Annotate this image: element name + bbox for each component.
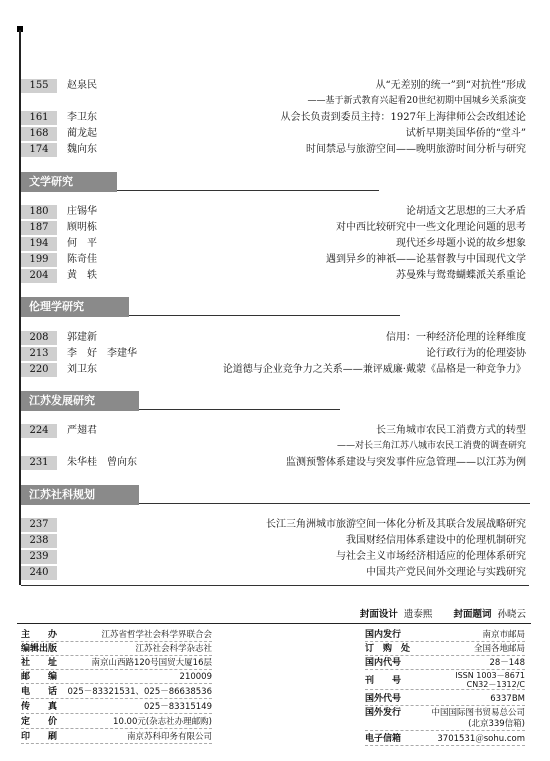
toc-entry[interactable] (21, 79, 526, 93)
section-heading-jiangsu-social-science-planning: 江苏社科规划 (21, 485, 139, 505)
author: 蔺龙起 (67, 128, 97, 139)
article-title: 中国共产党民间外交理论与实践研究 (366, 567, 526, 578)
toc-entry[interactable] (21, 566, 526, 580)
author: 刘卫东 (67, 364, 97, 375)
colophon-row (21, 643, 212, 656)
toc-entry[interactable] (21, 127, 526, 141)
colophon-row (21, 671, 212, 684)
article-title: 论道德与企业竞争力之关系——兼评威廉·戴蒙《品格是一种竞争力》 (222, 364, 526, 375)
article-title: 长江三角洲城市旅游空间一体化分析及其联合发展战略研究 (266, 519, 526, 530)
colophon-value: 江苏社会科学杂志社 (135, 644, 212, 654)
author: 顾明栋 (67, 222, 97, 233)
colophon-row (365, 693, 525, 706)
section-rule (117, 190, 379, 191)
toc-entry[interactable] (21, 534, 526, 548)
colophon-row (365, 707, 525, 731)
page-number: 220 (21, 363, 57, 377)
colophon-value: 全国各地邮局 (473, 644, 525, 654)
colophon-key: 邮 编 (21, 672, 58, 682)
colophon-key: 主 办 (21, 630, 58, 640)
colophon-key: 订 购 处 (365, 644, 411, 654)
colophon-key: 国外发行 (365, 708, 402, 718)
section-rule (139, 409, 340, 410)
author: 李 好 李建华 (67, 348, 137, 359)
toc-entry[interactable] (21, 518, 526, 532)
cover-design-label: 封面设计 (359, 609, 398, 620)
section-rule (129, 315, 400, 316)
colophon-value: 025－83321531、025－86638536 (67, 687, 212, 697)
colophon-value: 10.00元(杂志社办理邮购) (113, 717, 212, 727)
colophon-row (365, 672, 525, 690)
page-number: 194 (21, 237, 57, 251)
toc-entry[interactable] (21, 221, 526, 235)
article-title: 时间禁忌与旅游空间——晚明旅游时间分析与研究 (306, 144, 526, 155)
cover-title-value: 孙晓云 (497, 609, 526, 620)
colophon-key: 印 刷 (21, 732, 58, 742)
colophon-row (365, 643, 525, 656)
colophon-row (365, 733, 525, 746)
toc-entry[interactable] (21, 347, 526, 361)
colophon-rule (17, 623, 531, 624)
article-title: 长三角城市农民工消费方式的转型 (376, 425, 526, 436)
colophon-value: 3701531＠sohu.com (437, 734, 525, 744)
author: 李卫东 (67, 112, 97, 123)
colophon-row (365, 657, 525, 670)
author: 郭建新 (67, 332, 97, 343)
article-title: 论行政行为的伦理姿协 (426, 348, 526, 359)
page-number: 239 (21, 550, 57, 564)
page-number: 174 (21, 143, 57, 157)
toc-entry[interactable] (21, 205, 526, 219)
article-subtitle: ——基于新式教育兴起看20世纪初期中国城乡关系演变 (307, 96, 526, 106)
article-title: 监测预警体系建设与突发事件应急管理——以江苏为例 (286, 457, 526, 468)
toc-entry[interactable] (21, 363, 526, 377)
section-heading-jiangsu-development: 江苏发展研究 (21, 391, 139, 411)
author: 黄 轶 (67, 270, 97, 281)
section-rule (139, 503, 530, 504)
page-number: 199 (21, 253, 57, 267)
colophon-key: 电子信箱 (365, 734, 402, 744)
cover-title-label: 封面题词 (453, 609, 492, 620)
article-title: 与社会主义市场经济相适应的伦理体系研究 (336, 551, 526, 562)
colophon-key: 编辑出版 (21, 644, 58, 654)
page-number: 231 (21, 456, 57, 470)
colophon-key: 传 真 (21, 702, 58, 712)
article-title: 从会长负责到委员主持：1927年上海律师公会改组述论 (280, 112, 526, 123)
colophon-value: 210009 (179, 672, 212, 682)
page-number: 208 (21, 331, 57, 345)
article-title: 试析早期美国华侨的“堂斗” (405, 128, 526, 139)
colophon-row (21, 716, 212, 729)
article-title: 对中西比较研究中一些文化理论问题的思考 (336, 222, 526, 233)
page-number: 187 (21, 221, 57, 235)
toc-entry[interactable] (21, 269, 526, 283)
article-title: 现代还乡母题小说的故乡想象 (396, 238, 526, 249)
colophon-value: 6337BM (490, 694, 525, 704)
page-number: 237 (21, 518, 57, 532)
colophon-row (21, 701, 212, 714)
page-number: 180 (21, 205, 57, 219)
colophon-key: 电 话 (21, 687, 58, 697)
colophon-key: 定 价 (21, 717, 58, 727)
page-number: 224 (21, 424, 57, 438)
article-title: 论胡适文艺思想的三大矛盾 (406, 206, 526, 217)
page-number: 240 (21, 566, 57, 580)
colophon-row (365, 629, 525, 642)
toc-entry[interactable] (21, 253, 526, 267)
colophon-value: 中国国际图书贸易总公司 (431, 708, 525, 718)
colophon-row (21, 629, 212, 642)
toc-entry[interactable] (21, 237, 526, 251)
page-number: 213 (21, 347, 57, 361)
toc-entry[interactable] (21, 424, 526, 438)
article-title: 从“无差别的统一”到“对抗性”形成 (375, 80, 526, 91)
colophon-value: 28－148 (489, 658, 525, 668)
colophon-row (21, 731, 212, 744)
page-number: 238 (21, 534, 57, 548)
page-number: 161 (21, 111, 57, 125)
toc-entry[interactable] (21, 550, 526, 564)
author: 朱华桂 曾向东 (67, 457, 137, 468)
toc-entry[interactable] (21, 331, 526, 345)
author: 何 平 (67, 238, 97, 249)
page-number: 204 (21, 269, 57, 283)
toc-entry[interactable] (21, 111, 526, 125)
toc-entry[interactable] (21, 456, 526, 470)
article-subtitle: ——对长三角江苏八城市农民工消费的调查研究 (336, 441, 526, 451)
colophon-value: 南京市邮局 (482, 630, 525, 640)
author: 赵泉民 (67, 80, 97, 91)
author: 严翅君 (67, 425, 97, 436)
colophon-key: 刊 号 (365, 676, 402, 686)
colophon-value: 江苏省哲学社会科学界联合会 (101, 630, 212, 640)
colophon-value: 南京山西路120号国贸大厦16层 (91, 658, 212, 668)
colophon-value-issn: ISSN 1003－8671 (455, 671, 525, 680)
toc-entry[interactable] (21, 143, 526, 157)
section-heading-ethics: 伦理学研究 (21, 297, 129, 317)
author: 魏向东 (67, 144, 97, 155)
author: 陈奇佳 (67, 254, 97, 265)
colophon-key: 国内发行 (365, 630, 402, 640)
author: 庄锡华 (67, 206, 97, 217)
colophon-row (21, 686, 212, 699)
colophon-key: 国外代号 (365, 694, 402, 704)
article-title: 遇到异乡的神祇——论基督教与中国现代文学 (326, 254, 526, 265)
colophon-value-mailbox: (北京339信箱) (468, 719, 525, 729)
bottom-rule (21, 585, 529, 586)
cover-credits (360, 606, 526, 620)
section-heading-literature: 文学研究 (21, 172, 117, 192)
colophon-value: 南京苏科印务有限公司 (126, 732, 212, 742)
page-number: 168 (21, 127, 57, 141)
article-title: 我国财经信用体系建设中的伦理机制研究 (346, 535, 526, 546)
colophon-value: 025－83315149 (144, 702, 212, 712)
colophon-value-cn: CN32－1312/C (466, 680, 525, 689)
colophon-row (21, 657, 212, 670)
cover-design-value: 遗泰熙 (403, 609, 433, 620)
article-title: 苏曼殊与鸳鸯蝴蝶派关系重论 (396, 270, 526, 281)
colophon-key: 国内代号 (365, 658, 402, 668)
page-number: 155 (21, 79, 57, 93)
article-title: 信用：一种经济伦理的诠释维度 (386, 332, 526, 343)
colophon-key: 社 址 (21, 658, 58, 668)
